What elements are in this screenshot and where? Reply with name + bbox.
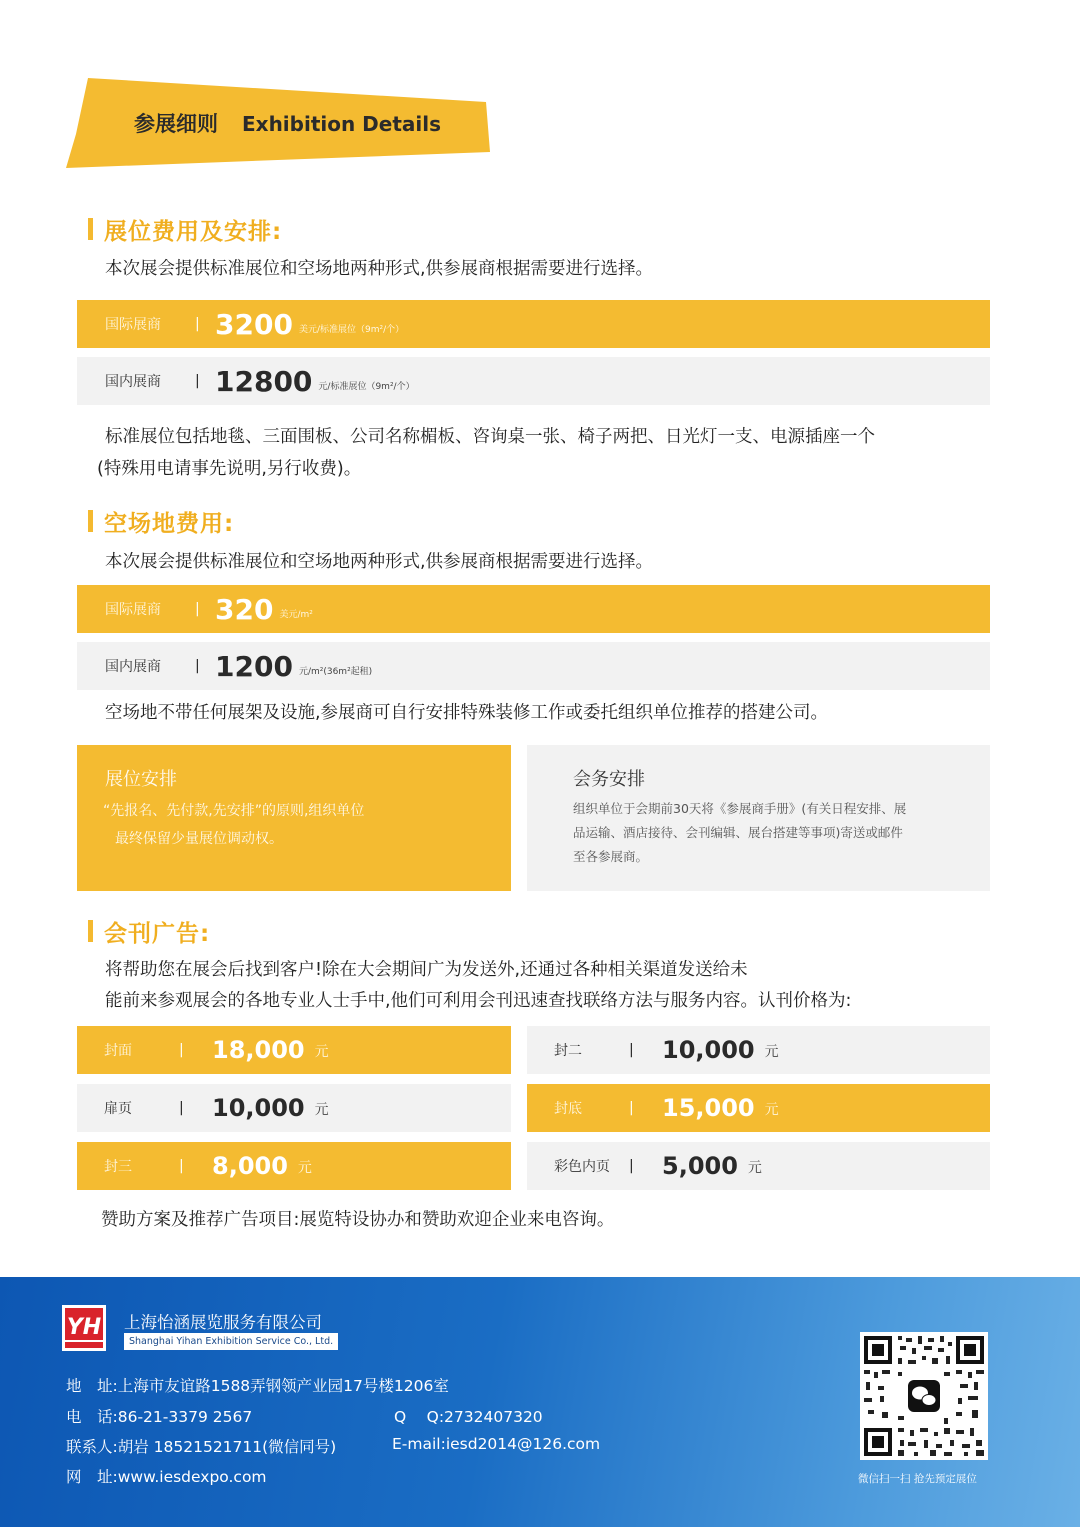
ad-price-color-page [527,1142,990,1190]
wechat-qr-code-icon[interactable] [860,1332,988,1460]
ad-label: 彩色内页 [554,1159,610,1175]
price-value: 3200 [215,307,293,341]
ad-separator: | [179,1100,184,1116]
ad-separator: | [629,1158,634,1174]
footer-email: E-mail:iesd2014@126.com [392,1435,601,1453]
company-name-cn: 上海怡涵展览服务有限公司 [124,1313,322,1332]
logo-lettering: YH [66,1315,102,1340]
page-title [134,108,441,138]
page-title-en: Exhibition Details [242,112,442,136]
booth-section-title [88,213,282,245]
ad-unit: 元 [747,1160,762,1176]
booth-intro: 本次展会提供标准展位和空场地两种形式,供参展商根据需要进行选择。 [105,259,654,279]
title-bar-marker [88,920,93,942]
ad-label: 封底 [554,1101,582,1117]
arrangement-body [103,797,364,853]
ad-separator: | [179,1042,184,1058]
meeting-arrangement-box [527,745,990,891]
ad-label: 封三 [104,1159,132,1175]
price-separator: | [195,601,200,617]
space-note: 空场地不带任何展架及设施,参展商可自行安排特殊装修工作或委托组织单位推荐的搭建公司。 [105,703,829,723]
footer-contact: 联系人:胡岩 18521521711(微信同号) [66,1438,337,1456]
price-label: 国内展商 [105,659,161,675]
ad-value: 15,000 [662,1094,755,1122]
ads-intro-line1: 将帮助您在展会后找到客户!除在大会期间广为发送外,还通过各种相关渠道发送给未 [105,960,748,980]
price-value: 320 [215,592,274,626]
price-separator: | [195,373,200,389]
ad-unit: 元 [297,1160,312,1176]
ad-label: 封面 [104,1043,132,1059]
meeting-title: 会务安排 [573,769,645,790]
meeting-body [573,797,906,869]
booth-note-line2: (特殊用电请事先说明,另行收费)。 [97,459,362,479]
ad-separator: | [179,1158,184,1174]
footer-qq: Q Q:2732407320 [394,1408,543,1426]
meeting-line: 组织单位于会期前30天将《参展商手册》(有关日程安排、展 [573,801,907,816]
booth-arrangement-box [77,745,511,891]
ad-label: 封二 [554,1043,582,1059]
price-row-domestic-booth [77,357,990,405]
arrangement-line: 最终保留少量展位调动权。 [115,831,283,847]
ad-value: 10,000 [662,1036,755,1064]
price-row-domestic-space [77,642,990,690]
ad-price-back-cover [527,1084,990,1132]
ad-price-inside-back [77,1142,511,1190]
space-intro: 本次展会提供标准展位和空场地两种形式,供参展商根据需要进行选择。 [105,552,654,572]
price-unit: 元/m²(36m²起租) [298,666,373,677]
ad-price-cover [77,1026,511,1074]
ad-price-title-page [77,1084,511,1132]
company-name-en: Shanghai Yihan Exhibition Service Co., Ltd. [124,1333,338,1350]
space-section-title [88,505,234,537]
footer-address: 地 址:上海市友谊路1588弄钢领产业园17号楼1206室 [66,1377,449,1395]
company-logo-icon [62,1305,106,1351]
price-label: 国内展商 [105,374,161,390]
price-unit: 元/标准展位（9m²/个） [318,381,415,392]
footer-phone: 电 话:86-21-3379 2567 [66,1408,253,1426]
meeting-line: 至各参展商。 [573,849,649,864]
arrangement-title: 展位安排 [105,769,177,790]
ad-value: 10,000 [212,1094,305,1122]
booth-title-text: 展位费用及安排: [104,218,283,245]
space-title-text: 空场地费用: [104,510,235,537]
ads-intro-line2: 能前来参观展会的各地专业人士手中,他们可利用会刊迅速查找联络方法与服务内容。认刊价格为: [105,991,852,1011]
ad-value: 5,000 [662,1152,738,1180]
ad-label: 扉页 [104,1101,132,1117]
price-unit: 美元/m² [279,609,313,620]
title-bar-marker [88,218,93,240]
ad-unit: 元 [764,1044,779,1060]
ad-value: 18,000 [212,1036,305,1064]
price-row-intl-booth [77,300,990,348]
arrangement-line: “先报名、先付款,先安排”的原则,组织单位 [103,803,365,819]
booth-note-line1: 标准展位包括地毯、三面围板、公司名称楣板、咨询桌一张、椅子两把、日光灯一支、电源插座一个 [105,427,875,447]
footer-website: 网 址:www.iesdexpo.com [66,1468,267,1486]
meeting-line: 品运输、酒店接待、会刊编辑、展台搭建等事项)寄送或邮件 [573,825,903,840]
title-bar-marker [88,510,93,532]
price-label: 国际展商 [105,602,161,618]
price-label: 国际展商 [105,317,161,333]
ad-unit: 元 [314,1044,329,1060]
page-title-cn: 参展细则 [134,112,218,136]
price-row-intl-space [77,585,990,633]
sponsor-note: 赞助方案及推荐广告项目:展览特设协办和赞助欢迎企业来电咨询。 [101,1210,615,1230]
footer [0,1277,1080,1527]
ad-unit: 元 [314,1102,329,1118]
ads-title-text: 会刊广告: [104,920,211,947]
price-value: 12800 [215,364,313,398]
header-banner [66,76,490,170]
ad-value: 8,000 [212,1152,288,1180]
ads-section-title [88,915,210,947]
price-value: 1200 [215,649,293,683]
price-unit: 美元/标准展位（9m²/个） [298,324,405,335]
price-separator: | [195,316,200,332]
qr-caption: 微信扫一扫 抢先预定展位 [858,1473,977,1485]
ad-separator: | [629,1042,634,1058]
ad-price-inside-front [527,1026,990,1074]
price-separator: | [195,658,200,674]
ad-unit: 元 [764,1102,779,1118]
ad-separator: | [629,1100,634,1116]
